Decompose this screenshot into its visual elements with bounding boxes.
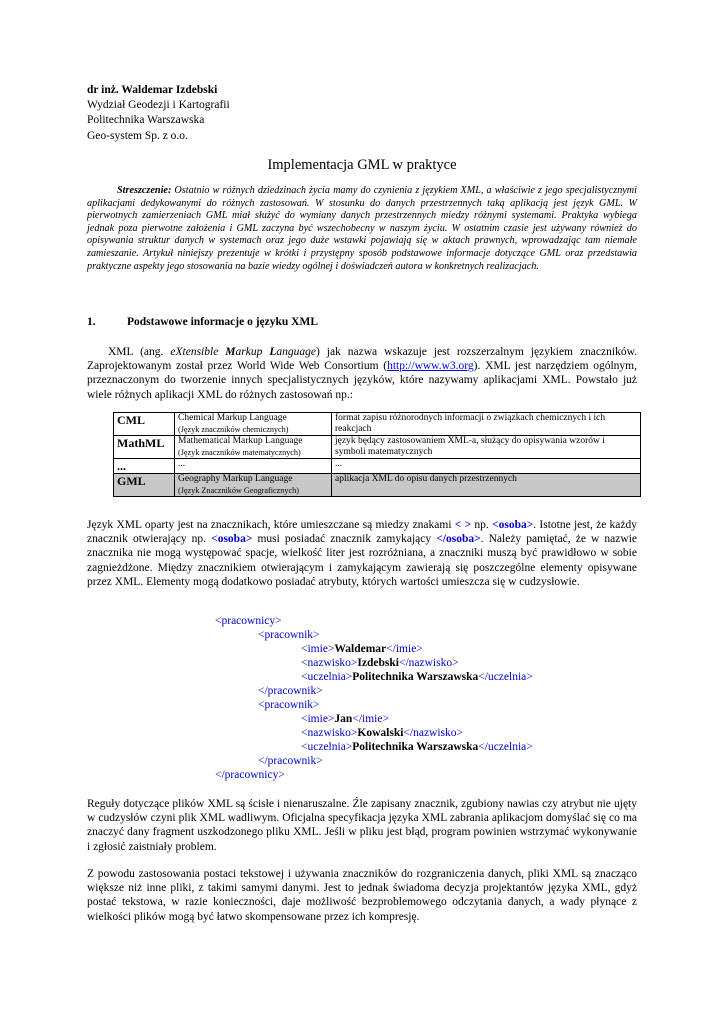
text-run: . Należy pamiętać, że w nazwie znacznika nie mogą występować spacje, wielkość liter jest rozróżniana, a znaczniki muszą być prawidłowo w sobie zagnieżdżone. Między znacznikiem otwierającym i zamykającym zawierają się poszczególne elementy opisywane przez XML. Elementy mogą dodatkowo posiadać atrybuty, których wartości umieszcza się w cudzysłowie. [87,533,637,588]
abstract-label: Streszczenie: [117,185,172,196]
text-run: ) jak nazwa wskazuje jest rozszerzalnym językiem znaczników. Zaprojektowanym został przez World Wide Web Consortium ( [87,346,638,373]
xml-tag: <imie> [301,713,335,725]
xml-line [301,642,423,656]
language-subtitle: (Język Znaczników Geograficznych) [178,486,299,495]
language-name: ... [178,459,186,469]
table-cell-abbr: CML [114,413,175,436]
text-run: tensible [182,346,226,358]
tag-example: < > [454,519,472,531]
xml-line [301,656,459,670]
paragraph-rules: Reguły dotyczące plików XML są ścisłe i nienaruszalne. Źle zapisany znacznik, zgubiony nawias czy atrybut nie ujęty w cudzysłów czyni plik XML wadliwym. Oficjalna specyfikacja języka XML zabrania aplikacjom domyślać się co ma znaczyć dany fragment uszkodzonego pliku XML. Jeśli w pliku jest błąd, program powinien wstrzymać wykonywanie i zgłosić zaistniały problem. [87,798,637,853]
xml-line [215,614,282,628]
xml-line [258,698,320,712]
table-cell-desc: aplikacja XML do opisu danych przestrzennych [332,474,641,497]
section-title: Podstawowe informacje o języku XML [127,316,318,328]
xml-tag: </uczelnia> [478,741,533,753]
w3-link[interactable]: http://www.w3.org [387,360,474,373]
xml-applications-table [113,412,641,497]
xml-value: Politechnika Warszawska [352,741,479,753]
xml-line [258,684,323,698]
xml-tag: </pracownicy> [215,769,285,781]
language-name: Chemical Markup Language [178,413,287,423]
xml-value: Kowalski [357,727,404,739]
section-heading [87,316,318,328]
section-number: 1. [87,316,96,328]
text-run: Język XML oparty jest na znacznikach, które umieszczane są miedzy znakami [87,519,455,531]
text-run: ). XML jest narzędziem ogólnym, przeznaczonym do tworzenie innych specjalistycznych języków, które nazywamy aplikacjami XML. Powstało już wiele różnych aplikacji XML do różnych zastosowań np.: [87,360,638,401]
text-run: np. [471,519,493,531]
text-run: L [269,346,277,358]
xml-tag: <nazwisko> [301,657,358,669]
xml-tag: <uczelnia> [301,671,353,683]
xml-tag: <pracownik> [258,699,320,711]
xml-value: Izdebski [357,657,399,669]
xml-line [301,712,389,726]
table-row [114,413,641,436]
abstract-text: Ostatnio w różnych dziedzinach życia mamy do czynienia z językiem XML, a właściwie z jego specjalistycznymi aplikacjami dedykowanymi do różnych zastosowań. W stosunku do danych przestrzennych taką aplikacją jest język GML. W pierwotnych zamierzeniach GML miał służyć do wymiany danych przestrzennych miedzy różnymi systemami. Praktyka wybiega jednak poza pierwotne założenia i GML zaczyna być wszechobecny w naszym życiu. W ostatnim czasie jest używany również do opisywania struktur danych w systemach oraz jego duże wstawki pojawiają się w aktach prawnych, wprowadzając tam niemałe zamieszanie. Artykuł niniejszy prezentuje w krótki i przystępny sposób podstawowe informacje dotyczące GML oraz przedstawia praktyczne aspekty jego stosowania na bazie wiedzy ogólnej i doświadczeń autora w konkretnych realizacjach. [87,185,637,272]
paragraph-size: Z powodu zastosowania postaci tekstowej i używania znaczników do rozgraniczenia danych, pliki XML są znacząco większe niż inne pliki, z takimi samymi danymi. Jest to jednak świadoma decyzja projektantów języka XML, gdyż postać tekstowa, w razie konieczności, daje możliwość bezproblemowego odczytania danych, a wady płynące z wielkości plików mogą być łatwo skompensowane przez ich kompresję. [87,868,637,923]
author-block [87,83,230,144]
xml-tag: </nazwisko> [398,657,459,669]
tag-example: <osoba> [492,519,534,531]
author-affiliation: Geo-system Sp. z o.o. [87,129,188,142]
table-cell-desc: język będący zastosowaniem XML-a, służący do opisywania wzorów i symboli matematycznych [332,436,641,459]
xml-line [301,726,463,740]
table-cell-abbr: MathML [114,436,175,459]
xml-tag: <nazwisko> [301,727,358,739]
xml-value: Jan [334,713,353,725]
paper-title: Implementacja GML w praktyce [267,157,457,173]
xml-line [258,754,323,768]
xml-tag: <imie> [301,643,335,655]
table-cell-desc: format zapisu różnorodnych informacji o związkach chemicznych i ich reakcjach [332,413,641,436]
xml-tag: </pracownik> [258,755,323,767]
table-cell-name [175,459,332,474]
text-run: eX [170,346,183,358]
language-name: Geography Markup Language [178,474,293,484]
language-subtitle: (Język znaczników matematycznych) [178,448,301,457]
xml-tag: </uczelnia> [478,671,533,683]
paragraph-tags [87,518,637,589]
xml-line [215,768,285,782]
xml-line [301,740,533,754]
xml-tag: </imie> [352,713,389,725]
table-cell-desc: ... [332,459,641,474]
table-cell-abbr: ... [114,459,175,474]
text-run: M [225,346,236,358]
tag-example: </osoba> [436,533,481,546]
table-row-highlighted [114,474,641,497]
language-name: Mathematical Markup Language [178,436,303,446]
table-cell-name [175,436,332,459]
author-name: dr inż. Waldemar Izdebski [87,84,218,96]
text-run: XML (ang. [108,346,171,358]
abstract [87,185,637,273]
text-run: . Istotne jest, że każdy znacznik otwierający np. [87,519,638,546]
xml-value: Waldemar [334,643,387,655]
paragraph-intro [87,345,637,402]
xml-line [301,670,533,684]
author-affiliation: Wydział Geodezji i Kartografii [87,99,230,112]
table-cell-abbr: GML [114,474,175,497]
xml-tag: <pracownicy> [215,615,282,627]
xml-value: Politechnika Warszawska [352,671,479,683]
author-affiliation: Politechnika Warszawska [87,114,205,127]
xml-tag: <uczelnia> [301,741,353,753]
table-cell-name [175,474,332,497]
xml-tag: </pracownik> [258,685,323,697]
table-row [114,436,641,459]
xml-tag: </imie> [386,643,423,655]
xml-tag: </nazwisko> [403,727,464,739]
tag-example: <osoba> [211,533,253,546]
text-run: musi posiadać znacznik zamykający [252,533,437,546]
table-cell-name [175,413,332,436]
text-run: arkup [235,346,270,358]
language-subtitle: (Język znaczników chemicznych) [178,425,289,434]
xml-tag: <pracownik> [258,629,320,641]
xml-line [258,628,320,642]
text-run: anguage [276,346,316,358]
table-row [114,459,641,474]
